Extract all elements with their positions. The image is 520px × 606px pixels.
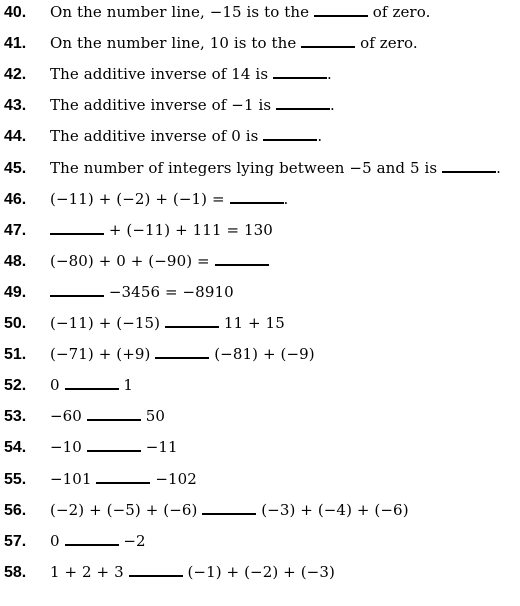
question-number: 55. xyxy=(4,470,27,488)
question-text-before-blank: The number of integers lying between −5 and 5 is xyxy=(50,158,443,177)
question-text-before-blank: (−11) + (−2) + (−1) = xyxy=(50,189,230,208)
question-text-before-blank: (−71) + (+9) xyxy=(50,345,156,364)
answer-blank[interactable] xyxy=(202,512,256,515)
answer-blank[interactable] xyxy=(129,574,183,577)
question-row xyxy=(0,563,335,587)
question-row xyxy=(0,34,418,58)
question-text-after-blank: . xyxy=(330,96,335,115)
question-text-after-blank: . xyxy=(496,158,501,177)
question-number: 53. xyxy=(4,408,27,426)
question-text-after-blank: 1 xyxy=(118,376,134,395)
question-number: 45. xyxy=(4,159,27,177)
question-text-after-blank: . xyxy=(327,65,332,84)
answer-blank[interactable] xyxy=(215,263,269,266)
question-row xyxy=(0,3,430,27)
question-text-after-blank: −3456 = −8910 xyxy=(104,282,234,301)
question-text-after-blank: + (−11) + 111 = 130 xyxy=(104,220,273,239)
question-row xyxy=(0,314,285,338)
question-text-after-blank: . xyxy=(317,127,323,146)
question-text-after-blank: of zero. xyxy=(355,34,418,53)
question-text-before-blank: −101 xyxy=(50,469,97,488)
question-number: 42. xyxy=(4,66,27,84)
question-number: 57. xyxy=(4,532,27,550)
question-text-after-blank: . xyxy=(283,189,289,208)
question-row xyxy=(0,283,234,307)
question-number: 46. xyxy=(4,190,27,208)
question-row xyxy=(0,470,197,494)
question-number: 44. xyxy=(4,128,27,146)
question-number: 50. xyxy=(4,315,27,332)
question-number: 47. xyxy=(4,221,27,239)
question-number: 48. xyxy=(4,252,27,270)
question-text-before-blank: 0 xyxy=(50,376,65,395)
question-number: 40. xyxy=(4,4,27,21)
question-text-before-blank: The additive inverse of −1 is xyxy=(50,96,277,115)
answer-blank[interactable] xyxy=(155,356,209,359)
question-text-after-blank: of zero. xyxy=(367,3,431,21)
answer-blank[interactable] xyxy=(276,107,330,110)
question-text-before-blank: On the number line, −15 is to the xyxy=(50,3,314,21)
question-text-after-blank: (−3) + (−4) + (−6) xyxy=(256,500,409,519)
question-text-before-blank: −60 xyxy=(50,407,87,426)
question-text-before-blank: −10 xyxy=(50,438,87,457)
question-text-after-blank: −11 xyxy=(140,438,178,457)
question-text-after-blank: (−1) + (−2) + (−3) xyxy=(182,562,335,581)
question-row xyxy=(0,221,273,245)
question-number: 58. xyxy=(4,563,27,581)
question-row xyxy=(0,252,269,276)
question-text-before-blank: (−80) + 0 + (−90) = xyxy=(50,251,215,270)
answer-blank[interactable] xyxy=(442,170,496,173)
question-row xyxy=(0,96,335,120)
question-text-before-blank: The additive inverse of 0 is xyxy=(50,127,264,146)
question-row xyxy=(0,159,501,183)
question-text-after-blank: (−81) + (−9) xyxy=(209,345,315,364)
answer-blank[interactable] xyxy=(50,294,104,297)
answer-blank[interactable] xyxy=(87,418,141,421)
question-number: 54. xyxy=(4,439,27,457)
question-row xyxy=(0,65,332,89)
answer-blank[interactable] xyxy=(165,325,219,328)
answer-blank[interactable] xyxy=(65,387,119,390)
question-row xyxy=(0,407,165,431)
question-number: 51. xyxy=(4,346,27,364)
question-row xyxy=(0,345,315,369)
question-text-before-blank: The additive inverse of 14 is xyxy=(50,65,273,84)
question-text-before-blank: (−11) + (−15) xyxy=(50,314,165,332)
answer-blank[interactable] xyxy=(273,76,327,79)
question-row xyxy=(0,127,322,151)
answer-blank[interactable] xyxy=(87,449,141,452)
question-number: 43. xyxy=(4,97,27,115)
answer-blank[interactable] xyxy=(301,45,355,48)
question-text-before-blank: 0 xyxy=(50,531,65,550)
answer-blank[interactable] xyxy=(96,481,150,484)
question-number: 41. xyxy=(4,35,27,53)
question-text-after-blank: 11 + 15 xyxy=(219,314,285,332)
question-row xyxy=(0,501,409,525)
answer-blank[interactable] xyxy=(263,138,317,141)
question-row xyxy=(0,190,288,214)
answer-blank[interactable] xyxy=(314,14,368,17)
answer-blank[interactable] xyxy=(50,232,104,235)
question-text-after-blank: −102 xyxy=(150,469,197,488)
question-row xyxy=(0,532,146,556)
answer-blank[interactable] xyxy=(230,201,284,204)
question-text-after-blank: −2 xyxy=(118,531,146,550)
question-row xyxy=(0,376,133,400)
question-text-before-blank: On the number line, 10 is to the xyxy=(50,34,302,53)
question-text-before-blank: 1 + 2 + 3 xyxy=(50,562,129,581)
question-text-before-blank: (−2) + (−5) + (−6) xyxy=(50,500,203,519)
question-text-after-blank: 50 xyxy=(140,407,165,426)
question-number: 56. xyxy=(4,501,27,519)
question-number: 49. xyxy=(4,283,27,301)
answer-blank[interactable] xyxy=(65,543,119,546)
question-number: 52. xyxy=(4,377,27,395)
question-row xyxy=(0,438,178,462)
